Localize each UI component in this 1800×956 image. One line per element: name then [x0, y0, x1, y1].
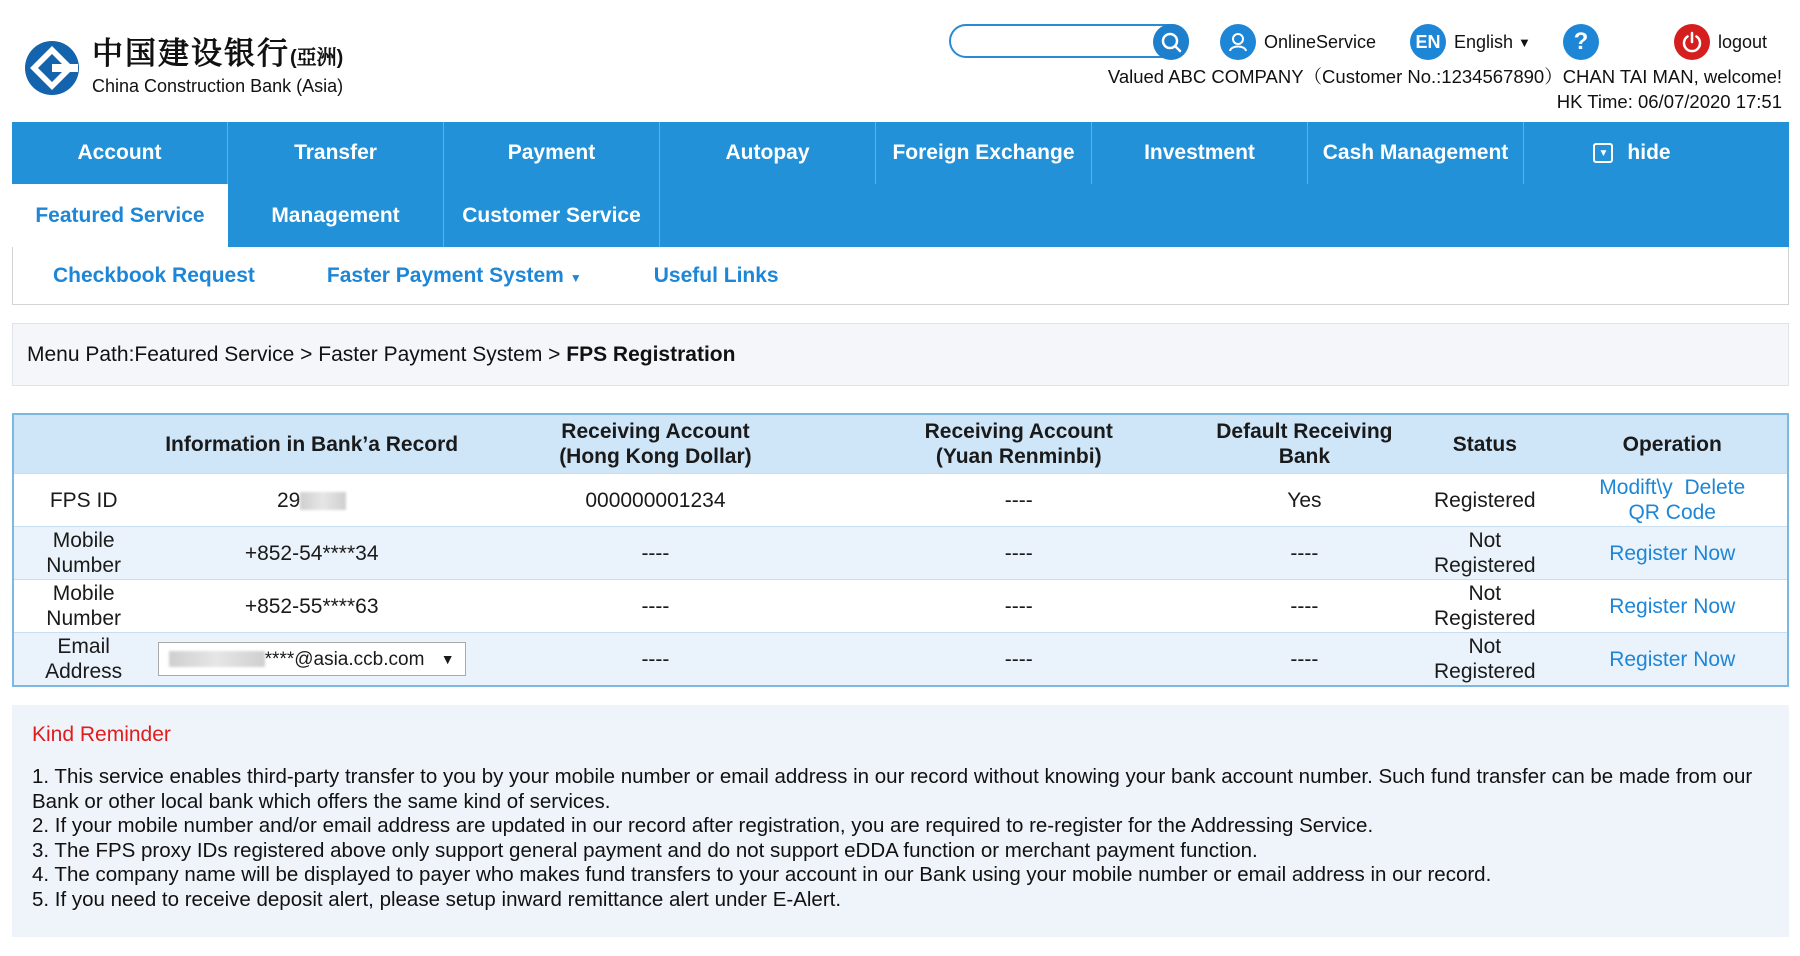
- kind-reminder: [12, 705, 1789, 937]
- reminder-list: [32, 765, 1769, 912]
- row-type: Email Address: [13, 633, 153, 687]
- row-status: Not Registered: [1412, 633, 1557, 687]
- modify-link[interactable]: Modift\y: [1599, 476, 1673, 499]
- reminder-item: 2. If your mobile number and/or email address are updated in our record after registration, you are required to re-register for the Addressing Service.: [32, 814, 1374, 837]
- row-info: +852-55****63: [153, 580, 470, 633]
- breadcrumb-current: FPS Registration: [566, 342, 736, 366]
- nav-payment[interactable]: Payment: [444, 122, 660, 184]
- table-row: [13, 527, 1788, 580]
- search-input[interactable]: [963, 26, 1157, 56]
- help-button[interactable]: [1563, 24, 1607, 60]
- header-default-bank: Default Receiving Bank: [1197, 414, 1412, 474]
- sub-nav: [12, 247, 1789, 305]
- subnav-useful-links[interactable]: Useful Links: [653, 263, 779, 287]
- row-info: [153, 633, 470, 687]
- fps-registration-table: [12, 413, 1789, 687]
- row-operation: [1557, 527, 1788, 580]
- nav-featured-service[interactable]: Featured Service: [12, 184, 228, 247]
- hide-icon: ▼: [1593, 143, 1613, 163]
- table-row: [13, 580, 1788, 633]
- help-icon: ?: [1563, 24, 1599, 60]
- caret-down-icon: ▼: [569, 270, 582, 285]
- reminder-title: Kind Reminder: [32, 723, 171, 746]
- email-select[interactable]: [158, 642, 466, 676]
- caret-down-icon: ▼: [440, 650, 455, 667]
- table-row: [13, 633, 1788, 687]
- subnav-faster-payment-system[interactable]: [327, 264, 582, 288]
- header-rmb: Receiving Account (Yuan Renminbi): [841, 414, 1197, 474]
- nav-customer-service[interactable]: Customer Service: [444, 184, 660, 247]
- nav-account[interactable]: Account: [12, 122, 228, 184]
- row-default: ----: [1197, 633, 1412, 687]
- register-now-link[interactable]: Register Now: [1609, 541, 1736, 565]
- row-hkd: ----: [470, 527, 841, 580]
- header-info: Information in Bank’a Record: [153, 414, 470, 474]
- row-hkd: ----: [470, 633, 841, 687]
- logout-button[interactable]: [1674, 24, 1767, 60]
- qr-code-link[interactable]: QR Code: [1628, 501, 1716, 524]
- nav-transfer[interactable]: Transfer: [228, 122, 444, 184]
- ccb-logo-icon: [24, 40, 80, 96]
- language-label: English: [1454, 31, 1514, 52]
- header-operation: Operation: [1557, 414, 1788, 474]
- header-status: Status: [1412, 414, 1557, 474]
- row-operation: [1557, 474, 1788, 527]
- online-service-link[interactable]: [1220, 24, 1376, 60]
- breadcrumb: [12, 323, 1789, 386]
- reminder-item: 5. If you need to receive deposit alert, please setup inward remittance alert under E-Alert.: [32, 887, 842, 911]
- language-selector[interactable]: [1410, 24, 1531, 60]
- reminder-item: 1. This service enables third-party transfer to you by your mobile number or email address in our record without knowing your bank account number. Such fund transfer can be made from our Bank or other local bank which offers the same kind of services.: [32, 765, 1753, 813]
- nav-row-primary: [12, 122, 1789, 184]
- search-icon: [1160, 31, 1182, 53]
- row-operation: [1557, 580, 1788, 633]
- language-icon: EN: [1410, 24, 1446, 60]
- nav-cash-management[interactable]: Cash Management: [1308, 122, 1524, 184]
- nav-investment[interactable]: Investment: [1092, 122, 1308, 184]
- search-box: [949, 24, 1189, 58]
- hk-time: HK Time: 06/07/2020 17:51: [1556, 91, 1782, 112]
- delete-link[interactable]: Delete: [1684, 476, 1746, 499]
- row-info: +852-54****34: [153, 527, 470, 580]
- row-status: Not Registered: [1412, 580, 1557, 633]
- main-nav: [12, 122, 1789, 247]
- row-rmb: ----: [841, 633, 1197, 687]
- row-type: Mobile Number: [13, 580, 153, 633]
- row-rmb: ----: [841, 527, 1197, 580]
- nav-foreign-exchange[interactable]: Foreign Exchange: [876, 122, 1092, 184]
- row-rmb: ----: [841, 580, 1197, 633]
- row-type: Mobile Number: [13, 527, 153, 580]
- bank-name-cn: 中国建设银行(亞洲): [92, 36, 344, 71]
- row-rmb: ----: [841, 474, 1197, 527]
- welcome-info: [1108, 64, 1782, 114]
- breadcrumb-path: Menu Path:Featured Service > Faster Payment System >: [27, 342, 567, 366]
- hide-label: hide: [1627, 141, 1671, 164]
- online-service-label: OnlineService: [1264, 31, 1377, 52]
- logout-label: logout: [1718, 31, 1768, 52]
- header-type: [13, 414, 153, 474]
- bank-name-en: China Construction Bank (Asia): [92, 76, 344, 96]
- row-status: Registered: [1412, 474, 1557, 527]
- nav-management[interactable]: Management: [228, 184, 444, 247]
- row-hkd: 000000001234: [470, 474, 841, 527]
- search-button[interactable]: [1153, 24, 1189, 60]
- row-status: Not Registered: [1412, 527, 1557, 580]
- email-select-value: ****@asia.ccb.com: [169, 647, 425, 672]
- register-now-link[interactable]: Register Now: [1609, 594, 1736, 618]
- reminder-item: 3. The FPS proxy IDs registered above only support general payment and do not support eDDA function or merchant payment function.: [32, 838, 1258, 862]
- row-hkd: ----: [470, 580, 841, 633]
- reminder-item: 4. The company name will be displayed to payer who makes fund transfers to your account in our Bank using your mobile number or email address in our record.: [32, 863, 1492, 886]
- row-operation: [1557, 633, 1788, 687]
- header-hkd: Receiving Account (Hong Kong Dollar): [470, 414, 841, 474]
- subnav-checkbook-request[interactable]: Checkbook Request: [53, 263, 255, 287]
- row-info: 29: [153, 474, 470, 527]
- nav-row-secondary: [12, 184, 1789, 247]
- caret-down-icon: ▼: [1518, 34, 1531, 50]
- nav-autopay[interactable]: Autopay: [660, 122, 876, 184]
- row-default: Yes: [1197, 474, 1412, 527]
- bank-logo[interactable]: [24, 38, 343, 97]
- row-default: ----: [1197, 527, 1412, 580]
- redacted-text: [169, 651, 265, 667]
- power-icon: [1674, 24, 1710, 60]
- nav-hide-button[interactable]: [1524, 122, 1740, 184]
- table-row: [13, 474, 1788, 527]
- redacted-text: [300, 492, 346, 510]
- table-header-row: [13, 414, 1788, 474]
- user-icon: [1220, 24, 1256, 60]
- row-type: FPS ID: [13, 474, 153, 527]
- subnav-fps-label: Faster Payment System: [326, 263, 564, 287]
- register-now-link[interactable]: Register Now: [1609, 647, 1736, 671]
- welcome-text: Valued ABC COMPANY（Customer No.:1234567890）CHAN TAI MAN, welcome!: [1107, 66, 1782, 87]
- row-default: ----: [1197, 580, 1412, 633]
